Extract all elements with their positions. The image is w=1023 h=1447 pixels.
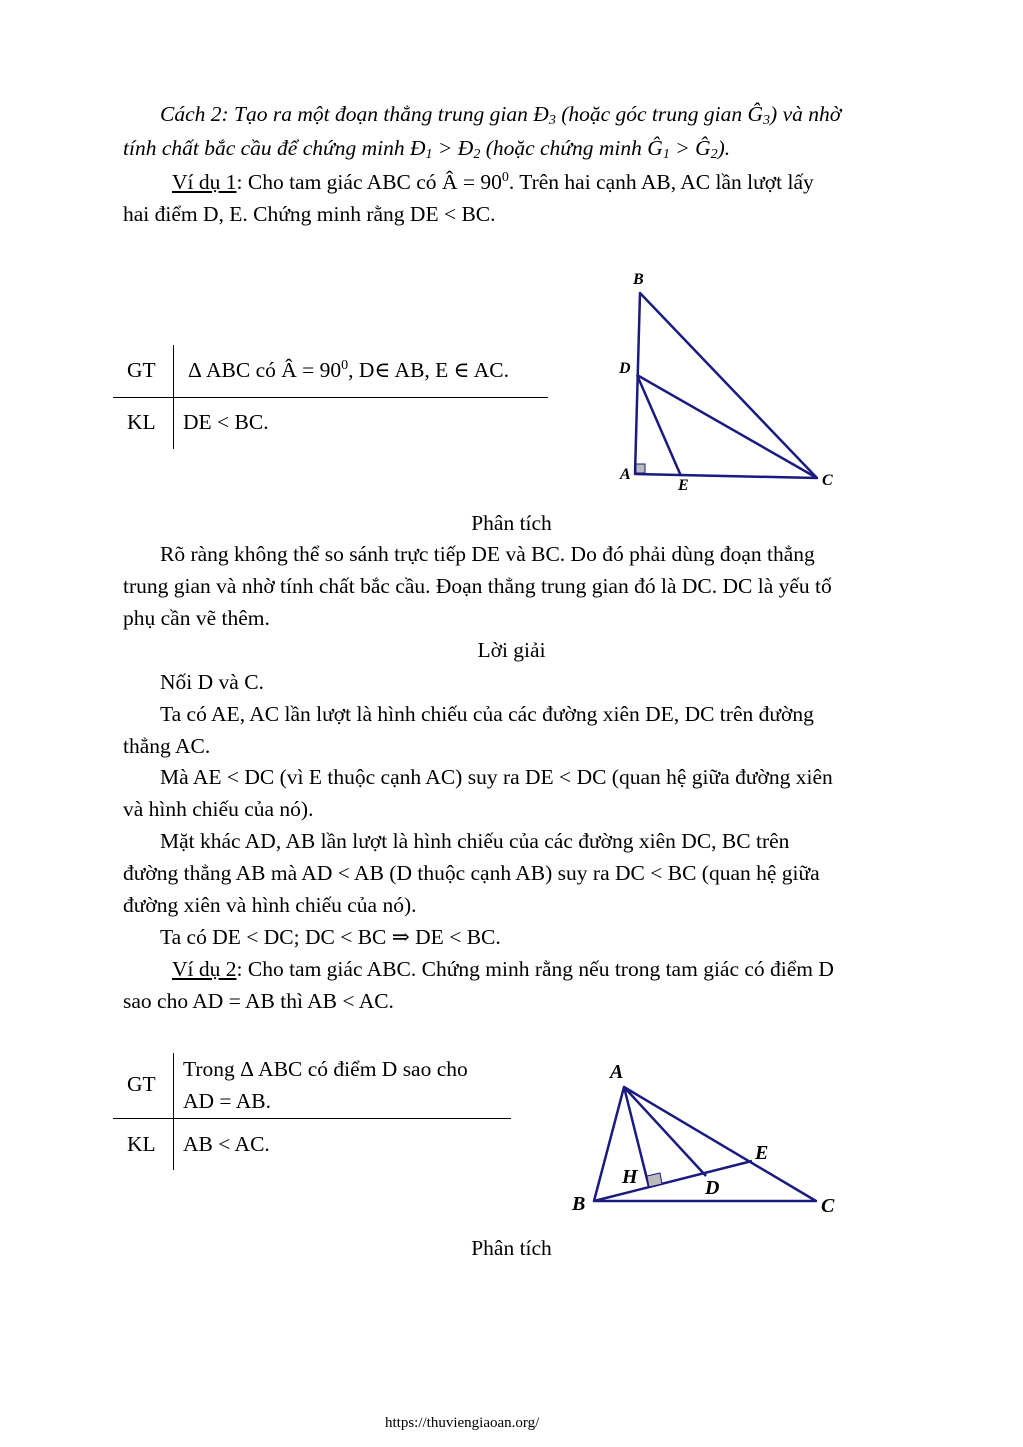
table-divider-horizontal	[113, 397, 548, 398]
example2-label: Ví dụ 2	[172, 957, 237, 981]
solution-line4: Mà AE < DC (vì E thuộc cạnh AC) suy ra DE < DC (quan hệ giữa đường xiên	[160, 765, 833, 789]
solution-line8: đường xiên và hình chiếu của nó).	[123, 893, 417, 917]
gt-label: GT	[127, 358, 156, 382]
example1-solution-heading: Lời giải	[477, 638, 546, 662]
table2-divider-vertical	[173, 1053, 174, 1170]
fig2-label-a: A	[610, 1061, 624, 1083]
fig2-label-b: B	[572, 1193, 586, 1215]
footer-url[interactable]: https://thuviengiaoan.org/	[385, 1415, 540, 1431]
example1-analysis-line2: trung gian và nhờ tính chất bắc cầu. Đoạn thẳng trung gian đó là DC. DC là yếu tố	[123, 574, 832, 598]
method2-line1: Cách 2: Tạo ra một đoạn thẳng trung gian $Đ_3$ (hoặc góc trung gian $Ĝ_3$) và nhờ	[160, 102, 842, 128]
example2-analysis-heading: Phân tích	[471, 1236, 552, 1260]
triangle-abc	[635, 293, 817, 478]
table2-divider-horizontal	[113, 1118, 511, 1119]
gt-value: Δ ABC có Â = $90^0$, D∈ AB, E ∈ AC.	[188, 358, 510, 382]
method2-line2: tính chất bắc cầu để chứng minh $Đ_1$ > $Đ_2$ (hoặc chứng minh $Ĝ_1$ > $Ĝ_2$).	[123, 136, 731, 162]
fig2-label-h: H	[622, 1166, 638, 1188]
gt2-value-line2: AD = AB.	[183, 1089, 271, 1113]
fig1-label-b: B	[633, 271, 644, 288]
fig1-label-e: E	[678, 477, 689, 494]
fig2-label-d: D	[705, 1177, 720, 1199]
example2-line1: Ví dụ 2: Cho tam giác ABC. Chứng minh rằng nếu trong tam giác có điểm D	[172, 957, 834, 981]
example1-triangle-figure	[600, 265, 860, 500]
kl2-label: KL	[127, 1132, 156, 1156]
example2-line2: sao cho AD = AB thì AB < AC.	[123, 989, 394, 1013]
solution-line3: thẳng AC.	[123, 734, 211, 758]
solution-line2: Ta có AE, AC lần lượt là hình chiếu của các đường xiên DE, DC trên đường	[160, 702, 814, 726]
kl-label: KL	[127, 410, 156, 434]
solution-line7: đường thẳng AB mà AD < AB (D thuộc cạnh AB) suy ra DC < BC (quan hệ giữa	[123, 861, 820, 885]
segment-dc	[637, 375, 817, 478]
right-angle-mark	[647, 1173, 662, 1187]
example1-label: Ví dụ 1	[172, 170, 237, 194]
segment-de	[637, 375, 681, 476]
example1-analysis-heading: Phân tích	[471, 511, 552, 535]
solution-line6: Mặt khác AD, AB lần lượt là hình chiếu của các đường xiên DC, BC trên	[160, 829, 790, 853]
solution-line5: và hình chiếu của nó).	[123, 797, 314, 821]
example1-analysis-line3: phụ cần vẽ thêm.	[123, 606, 270, 630]
example1-analysis-line1: Rõ ràng không thể so sánh trực tiếp DE và BC. Do đó phải dùng đoạn thẳng	[160, 542, 815, 566]
fig1-label-c: C	[822, 472, 833, 489]
fig2-label-e: E	[755, 1142, 769, 1164]
fig2-label-c: C	[821, 1195, 835, 1217]
gt2-label: GT	[127, 1072, 156, 1096]
fig1-label-d: D	[619, 360, 631, 377]
kl-value: DE < BC.	[183, 410, 269, 434]
segment-be	[594, 1161, 752, 1201]
solution-line1: Nối D và C.	[160, 670, 264, 694]
fig1-label-a: A	[620, 466, 631, 483]
kl2-value: AB < AC.	[183, 1132, 270, 1156]
right-angle-mark	[636, 464, 645, 473]
solution-line9: Ta có DE < DC; DC < BC ⇒ DE < BC.	[160, 925, 501, 949]
example1-line1: Ví dụ 1: Cho tam giác ABC có Â = $90^0$. Trên hai cạnh AB, AC lần lượt lấy	[172, 170, 814, 194]
gt2-value-line1: Trong Δ ABC có điểm D sao cho	[183, 1057, 468, 1081]
example1-line2: hai điểm D, E. Chứng minh rằng DE < BC.	[123, 202, 496, 226]
